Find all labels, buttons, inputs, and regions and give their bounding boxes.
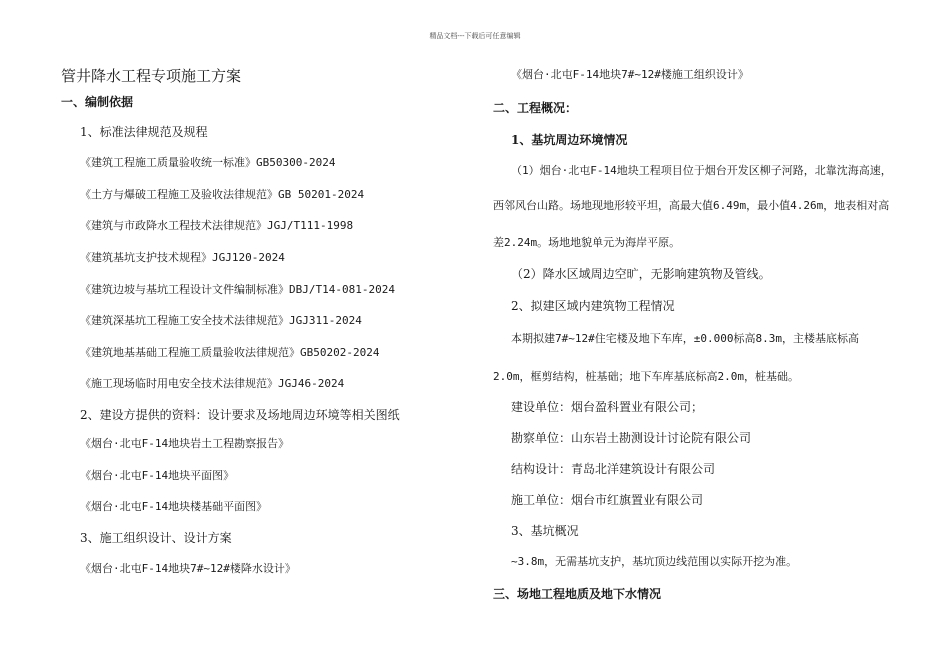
paragraph-line: 西邻风台山路。场地现地形较平坦，高最大值6.49m，最小值4.26m，地表相对高 xyxy=(493,199,890,212)
subheading-standards: 1、标准法律规范及规程 xyxy=(80,125,208,139)
subheading-client-materials: 2、建设方提供的资料：设计要求及场地周边环境等相关图纸 xyxy=(80,408,400,422)
paragraph-line: 差2.24m。场地地貌单元为海岸平原。 xyxy=(493,236,681,249)
document-title: 管井降水工程专项施工方案 xyxy=(61,67,242,85)
survey-unit: 勘察单位：山东岩土勘测设计讨论院有限公司 xyxy=(511,431,752,445)
design-document: 《烟台·北屯F-14地块7#~12#楼降水设计》 xyxy=(80,562,296,575)
subheading-design: 3、施工组织设计、设计方案 xyxy=(80,531,232,545)
structure-design-unit: 结构设计：青岛北洋建筑设计有限公司 xyxy=(511,462,716,476)
reference-document: 《烟台·北屯F-14地块平面图》 xyxy=(80,469,235,482)
section-heading-overview: 二、工程概况： xyxy=(493,101,578,115)
design-document: 《烟台·北屯F-14地块7#~12#楼施工组织设计》 xyxy=(511,68,749,81)
construction-unit: 施工单位：烟台市红旗置业有限公司 xyxy=(511,493,704,507)
standard-item: 《土方与爆破工程施工及验收法律规范》GB 50201-2024 xyxy=(80,188,365,201)
standard-item: 《施工现场临时用电安全技术法律规范》JGJ46-2024 xyxy=(80,377,345,390)
standard-item: 《建筑与市政降水工程技术法律规范》JGJ/T111-1998 xyxy=(80,219,354,232)
header-note: 精品文档---下载后可任意编辑 xyxy=(429,32,521,40)
standard-item: 《建筑地基基础工程施工质量验收法律规范》GB50202-2024 xyxy=(80,346,380,359)
paragraph-line: （2）降水区域周边空旷，无影响建筑物及管线。 xyxy=(511,267,771,281)
paragraph-line: ~3.8m，无需基坑支护，基坑顶边线范围以实际开挖为准。 xyxy=(511,555,798,568)
paragraph-line: （1）烟台·北屯F-14地块工程项目位于烟台开发区柳子河路，北靠沈海高速， xyxy=(511,164,892,177)
standard-item: 《建筑边坡与基坑工程设计文件编制标准》DBJ/T14-081-2024 xyxy=(80,283,395,296)
subheading-surroundings: 1、基坑周边环境情况 xyxy=(511,133,628,147)
standard-item: 《建筑深基坑工程施工安全技术法律规范》JGJ311-2024 xyxy=(80,314,362,327)
reference-document: 《烟台·北屯F-14地块楼基础平面图》 xyxy=(80,500,268,513)
subheading-pit: 3、基坑概况 xyxy=(511,524,579,538)
subheading-buildings: 2、拟建区域内建筑物工程情况 xyxy=(511,299,675,313)
builder-unit: 建设单位：烟台盈科置业有限公司； xyxy=(511,400,704,414)
section-heading-geology: 三、场地工程地质及地下水情况 xyxy=(493,587,662,601)
paragraph-line: 2.0m，框剪结构，桩基础；地下车库基底标高2.0m，桩基础。 xyxy=(493,370,799,383)
standard-item: 《建筑工程施工质量验收统一标准》GB50300-2024 xyxy=(80,156,336,169)
section-heading-basis: 一、编制依据 xyxy=(61,95,134,109)
reference-document: 《烟台·北屯F-14地块岩土工程勘察报告》 xyxy=(80,437,290,450)
paragraph-line: 本期拟建7#~12#住宅楼及地下车库，±0.000标高8.3m，主楼基底标高 xyxy=(511,332,859,345)
standard-item: 《建筑基坑支护技术规程》JGJ120-2024 xyxy=(80,251,285,264)
